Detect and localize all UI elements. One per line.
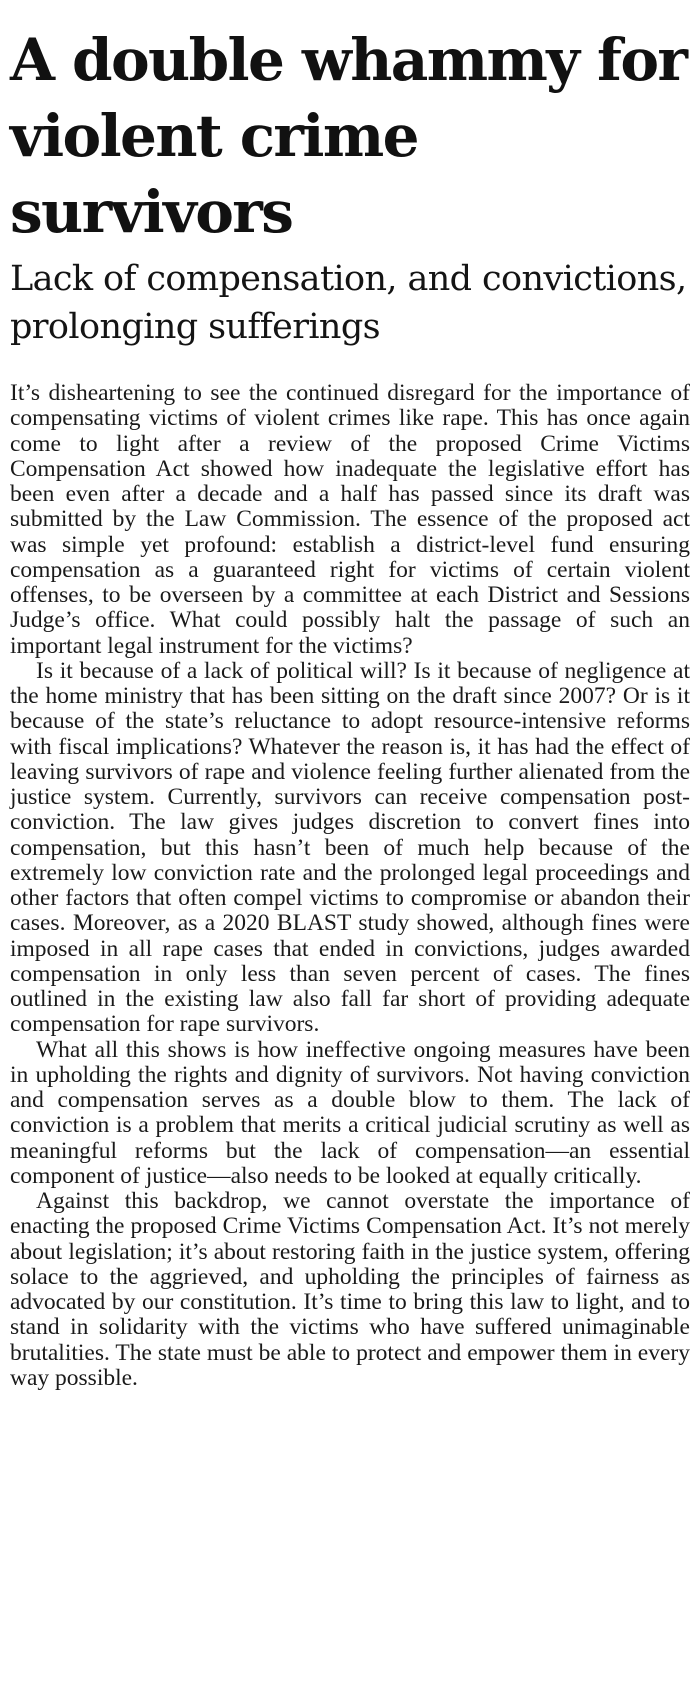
article-body: [10, 381, 690, 1391]
body-paragraph-2: Is it because of a lack of political will? Is it because of negligence at the home ministry that has been sitting on the draft since 2007? Or is it because of the state’s reluctance to adopt resource-intensive reforms with fiscal implications? Whatever the reason is, it has had the effect of leaving survivors of rape and violence feeling further alienated from the justice system. Currently, survivors can receive compensation post-conviction. The law gives judges discretion to convert fines into compensation, but this hasn’t been of much help because of the extremely low conviction rate and the prolonged legal proceedings and other factors that often compel victims to compromise or abandon their cases. Moreover, as a 2020 BLAST study showed, although fines were imposed in all rape cases that ended in convictions, judges awarded compensation in only less than seven percent of cases. The fines outlined in the existing law also fall far short of providing adequate compensation for rape survivors.: [10, 657, 690, 1038]
subheadline: Lack of compensation, and convictions, prolonging sufferings: [10, 259, 687, 347]
body-paragraph-1: It’s disheartening to see the continued disregard for the importance of compensating victims of violent crimes like rape. This has once again come to light after a review of the proposed Crime Victims Compensation Act showed how inadequate the legislative effort has been even after a decade and a half has passed since its draft was submitted by the Law Commission. The essence of the proposed act was simple yet profound: establish a district-level fund ensuring compensation as a guaranteed right for victims of certain violent offenses, to be overseen by a committee at each District and Sessions Judge’s office. What could possibly halt the passage of such an important legal instrument for the victims?: [10, 380, 690, 659]
body-paragraph-4: Against this backdrop, we cannot overstate the importance of enacting the proposed Crime Victims Compensation Act. It’s not merely about legislation; it’s about restoring faith in the justice system, offering solace to the aggrieved, and upholding the principles of fairness as advocated by our constitution. It’s time to bring this law to light, and to stand in solidarity with the victims who have suffered unimaginable brutalities. The state must be able to protect and empower them in every way possible.: [10, 1188, 690, 1391]
headline: A double whammy for violent crime survivors: [10, 26, 687, 246]
body-paragraph-3: What all this shows is how ineffective ongoing measures have been in upholding the rights and dignity of survivors. Not having conviction and compensation serves as a double blow to them. The lack of conviction is a problem that merits a critical judicial scrutiny as well as meaningful reforms but the lack of compensation—an essential component of justice—also needs to be looked at equally critically.: [10, 1036, 690, 1189]
